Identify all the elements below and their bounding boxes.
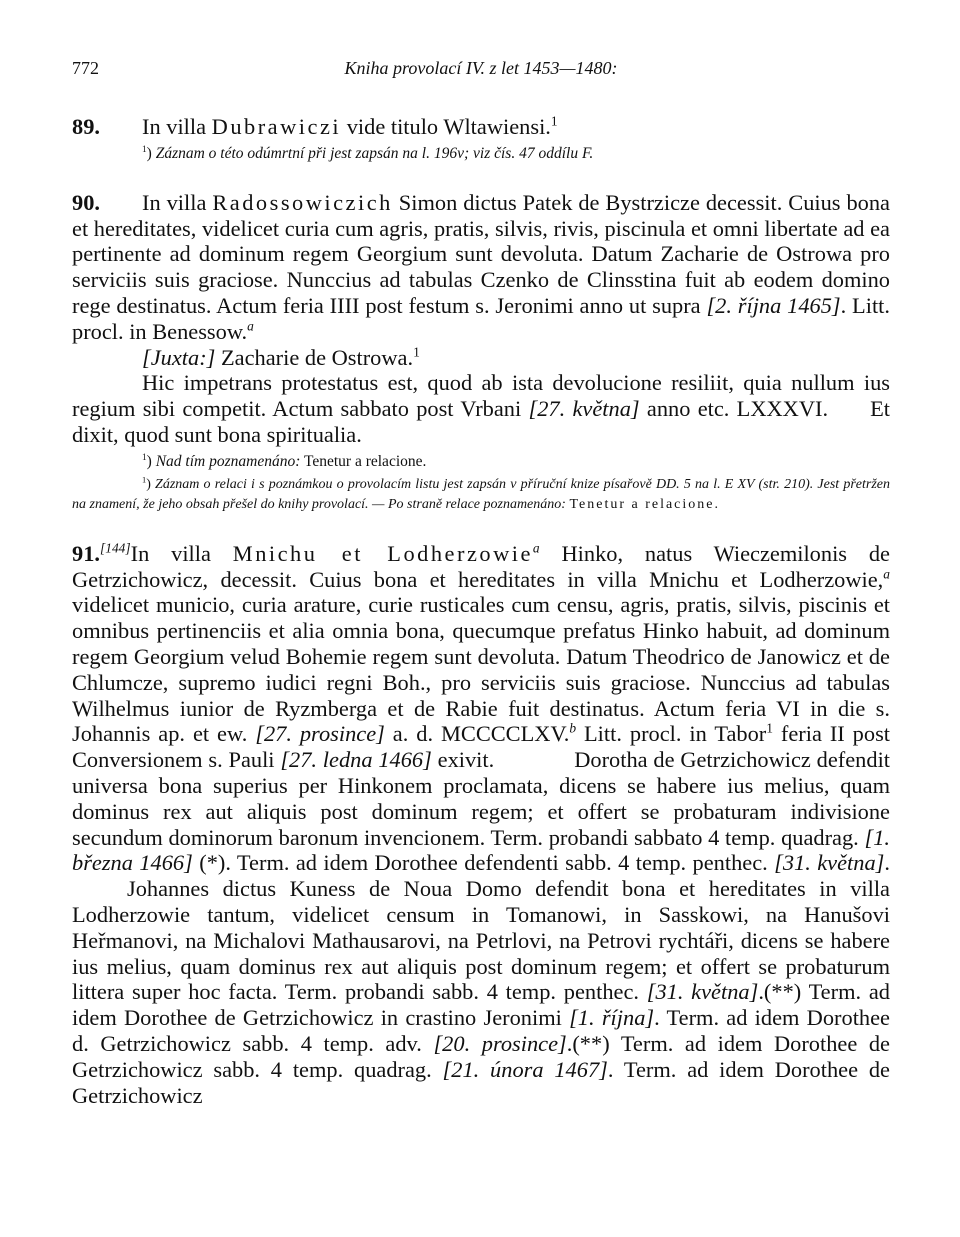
variant-ref: b	[569, 720, 577, 736]
variant-ref: a	[883, 566, 890, 582]
variant-ref: a	[247, 318, 254, 334]
date-note: [27. ledna 1466]	[280, 747, 432, 773]
date-note: [27. prosince]	[255, 721, 385, 747]
entry-number: 89.	[72, 114, 100, 139]
relation-text: Hic impetrans protestatus est, quod ab ista devolucione resiliit, quia nullum ius regium sibi competit. Actum sabbato post Vrbani [27. května] anno etc. LXXXVI. Et dixit, quod sunt bona spiritualia.	[72, 370, 890, 447]
footnote-ref: 1	[550, 113, 558, 129]
entry-number: 91.	[72, 540, 100, 566]
footnote: $^1$) Záznam o této odúmrtní při jest zapsán na l. 196v; viz čís. 47 oddílu F.	[142, 144, 594, 162]
date-note: [31. května]	[774, 850, 885, 876]
running-title: Kniha provolací IV. z let 1453—1480:	[344, 58, 618, 78]
place-name: Mnichu et Lodherzowie	[232, 540, 533, 566]
folio-number: [144]	[100, 540, 131, 556]
place-name: Radossowiczich	[212, 189, 393, 215]
date-note: [20. prosince]	[433, 1030, 567, 1056]
variant-ref: a	[532, 540, 540, 556]
date-note: [27. května]	[528, 396, 640, 422]
entry-89: 89. In villa Dubrawiczi vide titulo Wltawiensi.$^1$	[72, 113, 558, 139]
place-name: Dubrawiczi	[211, 114, 342, 139]
entry-number: 90.	[72, 189, 100, 215]
page-header	[72, 58, 890, 88]
date-note: [31. května]	[646, 979, 759, 1005]
footnote-ref: 1	[413, 344, 420, 360]
entry-91: 91.[144]In villa Mnichu et Lodherzowie$^a$ Hinko, natus Wieczemilonis de Getrzichowicz, decessit. Cuius bona et hereditates in villa Mnichu et Lodherzowie,$^a$ videlicet municio, curia arature, curie rusticales cum censu, agris, pratis, silvis, piscinis et omnibus pertinenciis et alia omnia bona, quecumque prefatus Hinko habuit, ad dominum regem Georgium velud Bohemie regem sunt devoluta. Datum Theodrico de Janowicz et de Chlumcze, supremo iudici regni Boh., pro serviciis suis graciose. Nunccius ad tabulas Wilhelmus iunior de Ryzmberga et de Rabie fuit destinatus. Actum feria VI in die s. Johannis ap. et ew. [27. prosince] a. d. MCCCCLXV.$^b$ Litt. procl. in Tabor$^1$ feria II post Conversionem s. Pauli [27. ledna 1466] exivit. Dorotha de Getrzichowicz defendit universa bona superius per Hinkonem proclamata, dicens se habere ius melius, quam dominus rex aut aliquis post dominum regem; et offert se probaturam indivisione secundum dominorum baronum invencionem. Term. probandi sabbato 4 temp. quadrag. [1. března 1466] (*). Term. ad idem Dorothee defendenti sabb. 4 temp. penthec. [31. května].Johannes dictus Kuness de Noua Domo defendit bona et hereditates in villa Lodherzowie tantum, videlicet censum in Tomanowi, in Sasskowi, na Hanušovi Heřmanovi, na Michalovi Mathausarovi, na Petrlovi, na Petrovi rychtáři, dicens se habere ius melius, quam dominus rex aut aliquis post dominum regem; et offert se probaturum littera super hoc facta. Term. probandi sabb. 4 temp. penthec. [31. května].(**) Term. ad idem Dorothee de Getrzichowicz in crastino Jeronimi [1. října]. Term. ad idem Dorothee d. Getrzichowicz sabb. 4 temp. adv. [20. prosince].(**) Term. ad idem Dorothee de Getrzichowicz sabb. 4 temp. quadrag. [21. února 1467]. Term. ad idem Dorothee de Getrzichowicz	[72, 540, 891, 1108]
footnote-ref: 1	[766, 720, 773, 736]
page-number: 772	[72, 58, 99, 78]
juxta-line: [Juxta:] Zacharie de Ostrowa.$^1$	[142, 344, 420, 370]
footnote: $^1$) Nad tím poznamenáno: Tenetur a relacione.	[142, 452, 427, 470]
date-note: [1. března 1466]	[72, 824, 890, 876]
date-note: [21. února 1467]	[442, 1056, 608, 1082]
date-note: [1. října]	[569, 1005, 655, 1031]
document-page	[72, 58, 890, 1108]
entry-90: 90. In villa Radossowiczich Simon dictus Patek de Bystrzicze decessit. Cuius bona et hereditates, videlicet curia cum agris, pratis, silvis, rivis, piscinula et omni libertate ad ea pertinente ad dominum regem Georgium sunt devoluta. Datum Zacharie de Ostrowa pro serviciis suis graciose. Nunccius ad tabulas Czenko de Clinsstina fuit ab eodem domino rege destinatus. Actum feria IIII post festum s. Jeronimi anno ut supra [2. října 1465]. Litt. procl. in Benessow.$^a$	[72, 189, 890, 344]
date-note: [2. října 1465]	[706, 292, 841, 318]
footnote: $^1$) Záznam o relaci i s poznámkou o provolacím listu jest zapsán v příruční knize písařově DD. 5 na l. E XV (str. 210). Jest přetržen na znamení, že jeho obsah přešel do knihy provolací. — Po straně relace poznamenáno: Tenetur a relacione.	[72, 475, 891, 512]
